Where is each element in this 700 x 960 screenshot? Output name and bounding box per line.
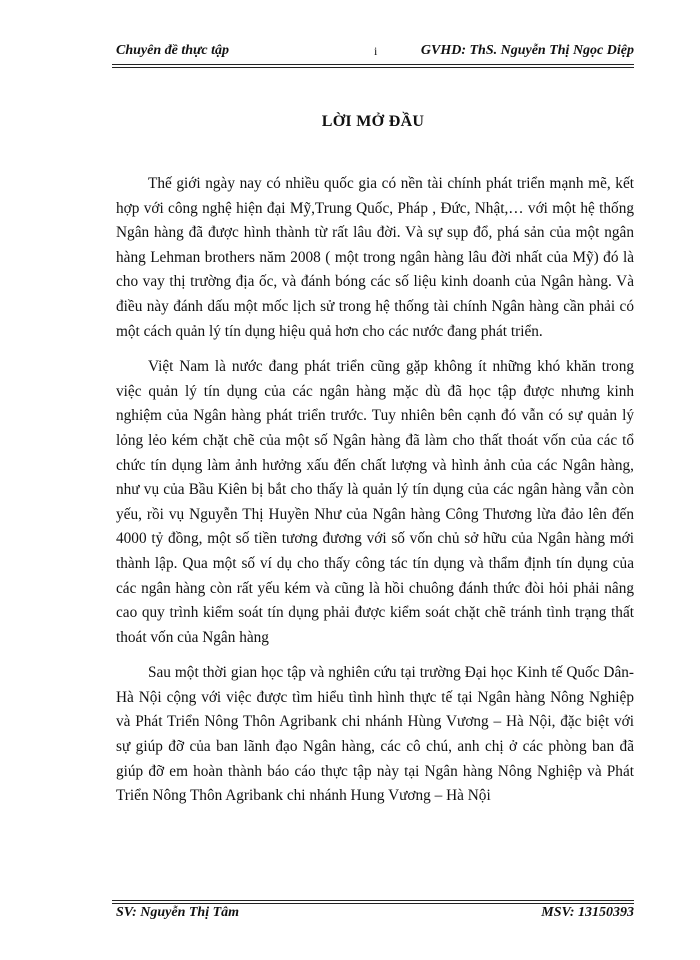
- footer-student-id: MSV: 13150393: [541, 905, 634, 920]
- header-divider-thick: [112, 64, 634, 65]
- paragraph: Thế giới ngày nay có nhiều quốc gia có nền tài chính phát triển mạnh mẽ, kết hợp với công nghệ hiện đại Mỹ,Trung Quốc, Pháp , Đức, Nhật,… với một hệ thống Ngân hàng đã được hình thành từ rất lâu đời. Và sự sụp đổ, phá sản của một ngân hàng Lehman brothers năm 2008 ( một trong ngân hàng lâu đời nhất của Mỹ) đó là cho vay thị trường địa ốc, và đánh bóng các số liệu kinh doanh của Ngân hàng. Và điều này đánh dấu một mốc lịch sử trong hệ thống tài chính Ngân hàng cần phải có một cách quản lý tín dụng hiệu quả hơn cho các nước đang phát triển.: [116, 175, 634, 340]
- page-title: LỜI MỞ ĐẦU: [321, 113, 425, 130]
- paragraph: Sau một thời gian học tập và nghiên cứu tại trường Đại học Kinh tế Quốc Dân- Hà Nội cộng với việc được tìm hiểu tình hình thực tế tại Ngân hàng Nông Nghiệp và Phát Triển Nông Thôn Agribank chi nhánh Hùng Vương – Hà Nội, đặc biệt với sự giúp đỡ của ban lãnh đạo Ngân hàng, các cô chú, anh chị ở các phòng ban đã giúp đỡ em hoàn thành báo cáo thực tập này tại Ngân hàng Nông Nghiệp và Phát Triển Nông Thôn Agribank chi nhánh Hung Vương – Hà Nội: [116, 664, 634, 805]
- footer-student-name: SV: Nguyễn Thị Tâm: [116, 905, 240, 920]
- page-header: [112, 42, 634, 62]
- header-page-number: i: [374, 44, 378, 58]
- header-course-title: Chuyên đề thực tập: [116, 43, 230, 58]
- document-body: [116, 172, 634, 820]
- header-supervisor: GVHD: ThS. Nguyễn Thị Ngọc Diệp: [420, 43, 634, 58]
- header-divider-thin: [112, 67, 634, 68]
- footer-divider-thin: [112, 900, 634, 901]
- paragraph: Việt Nam là nước đang phát triển cũng gặp không ít những khó khăn trong việc quản lý tín dụng của các ngân hàng mặc dù đã học tập được nhưng kinh nghiệm của Ngân hàng phát triển trước. Tuy nhiên bên cạnh đó vẫn có sự quản lý lỏng lẻo kém chặt chẽ của một số Ngân hàng đã làm cho thất thoát vốn của các tổ chức tín dụng làm ảnh hưởng xấu đến chất lượng và hình ảnh của các Ngân hàng, như vụ của Bầu Kiên bị bắt cho thấy là quản lý tín dụng của các ngân hàng vẫn còn yếu, rồi vụ Nguyễn Thị Huyền Như của Ngân hàng Công Thương lừa đảo lên đến 4000 tỷ đồng, một số tiền tương đương với số vốn chủ sở hữu của Ngân hàng mới thành lập. Qua một số ví dụ cho thấy công tác tín dụng và thẩm định tín dụng của các ngân hàng còn rất yếu kém và cũng là hồi chuông đánh thức đòi hỏi phải nâng cao quy trình kiểm soát tín dụng phải được kiểm soát chặt chẽ tránh tình trạng thất thoát vốn của Ngân hàng: [116, 358, 634, 646]
- page-footer: [112, 904, 634, 924]
